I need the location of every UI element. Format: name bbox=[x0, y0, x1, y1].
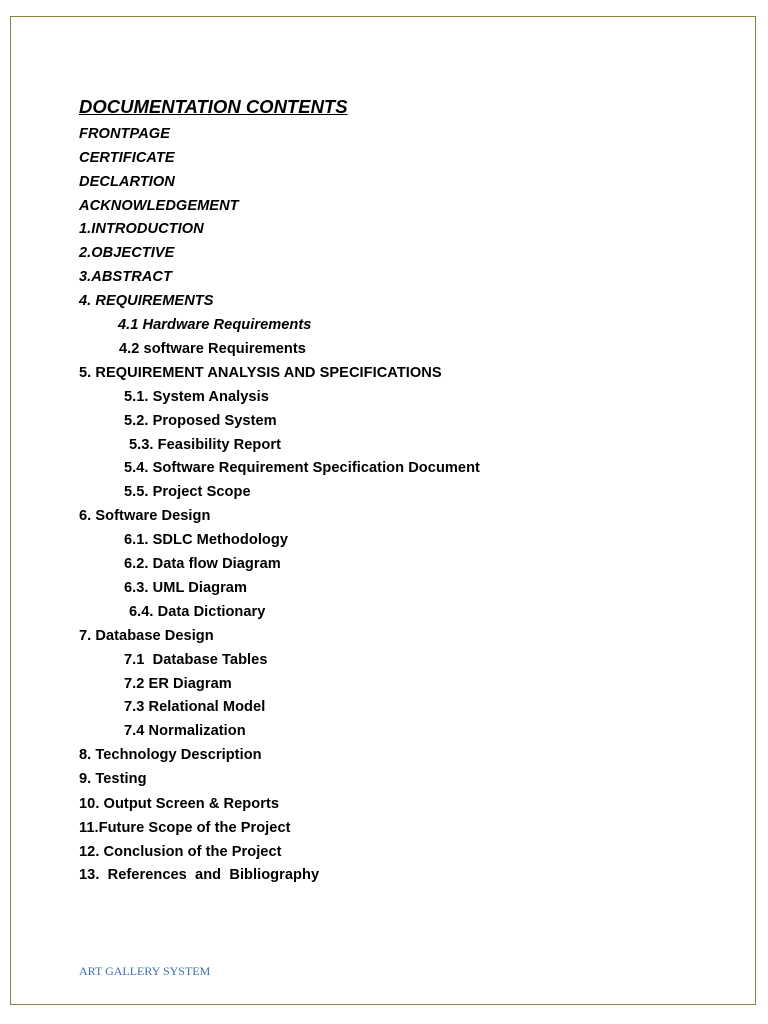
toc-entry-testing: 9. Testing bbox=[79, 771, 147, 787]
toc-entry-abstract: 3.ABSTRACT bbox=[79, 269, 172, 285]
toc-entry-hardware-requirements: 4.1 Hardware Requirements bbox=[118, 317, 312, 333]
toc-entry-relational-model: 7.3 Relational Model bbox=[124, 699, 266, 715]
toc-entry-certificate: CERTIFICATE bbox=[79, 150, 175, 166]
toc-entry-proposed-system: 5.2. Proposed System bbox=[124, 413, 277, 429]
toc-entry-objective: 2.OBJECTIVE bbox=[79, 245, 175, 261]
toc-entry-data-flow-diagram: 6.2. Data flow Diagram bbox=[124, 556, 281, 572]
toc-entry-introduction: 1.INTRODUCTION bbox=[79, 221, 204, 237]
toc-entry-requirement-analysis: 5. REQUIREMENT ANALYSIS AND SPECIFICATIONS bbox=[79, 365, 442, 381]
toc-entry-acknowledgement: ACKNOWLEDGEMENT bbox=[79, 198, 239, 214]
toc-entry-output-screen-reports: 10. Output Screen & Reports bbox=[79, 796, 280, 812]
toc-entry-future-scope: 11.Future Scope of the Project bbox=[79, 820, 291, 836]
toc-entry-technology-description: 8. Technology Description bbox=[79, 747, 262, 763]
toc-entry-normalization: 7.4 Normalization bbox=[124, 723, 246, 739]
toc-entry-conclusion: 12. Conclusion of the Project bbox=[79, 844, 282, 860]
toc-entry-software-design: 6. Software Design bbox=[79, 508, 211, 524]
toc-entry-declaration: DECLARTION bbox=[79, 174, 175, 190]
toc-entry-uml-diagram: 6.3. UML Diagram bbox=[124, 580, 247, 596]
toc-entry-er-diagram: 7.2 ER Diagram bbox=[124, 676, 232, 692]
toc-entry-requirements: 4. REQUIREMENTS bbox=[79, 293, 214, 309]
toc-entry-data-dictionary: 6.4. Data Dictionary bbox=[129, 604, 266, 620]
toc-entry-database-design: 7. Database Design bbox=[79, 628, 214, 644]
page-title: DOCUMENTATION CONTENTS bbox=[79, 96, 348, 117]
toc-entry-database-tables: 7.1 Database Tables bbox=[124, 652, 268, 668]
toc-entry-software-requirements: 4.2 software Requirements bbox=[119, 341, 306, 357]
toc-entry-srs-document: 5.4. Software Requirement Specification Document bbox=[124, 460, 480, 476]
page-footer: ART GALLERY SYSTEM bbox=[79, 964, 211, 978]
toc-entry-system-analysis: 5.1. System Analysis bbox=[124, 389, 269, 405]
toc-entry-frontpage: FRONTPAGE bbox=[79, 126, 170, 142]
toc-entry-references: 13. References and Bibliography bbox=[79, 867, 320, 883]
toc-entry-sdlc-methodology: 6.1. SDLC Methodology bbox=[124, 532, 289, 548]
toc-entry-project-scope: 5.5. Project Scope bbox=[124, 484, 251, 500]
toc-entry-feasibility-report: 5.3. Feasibility Report bbox=[129, 437, 281, 453]
